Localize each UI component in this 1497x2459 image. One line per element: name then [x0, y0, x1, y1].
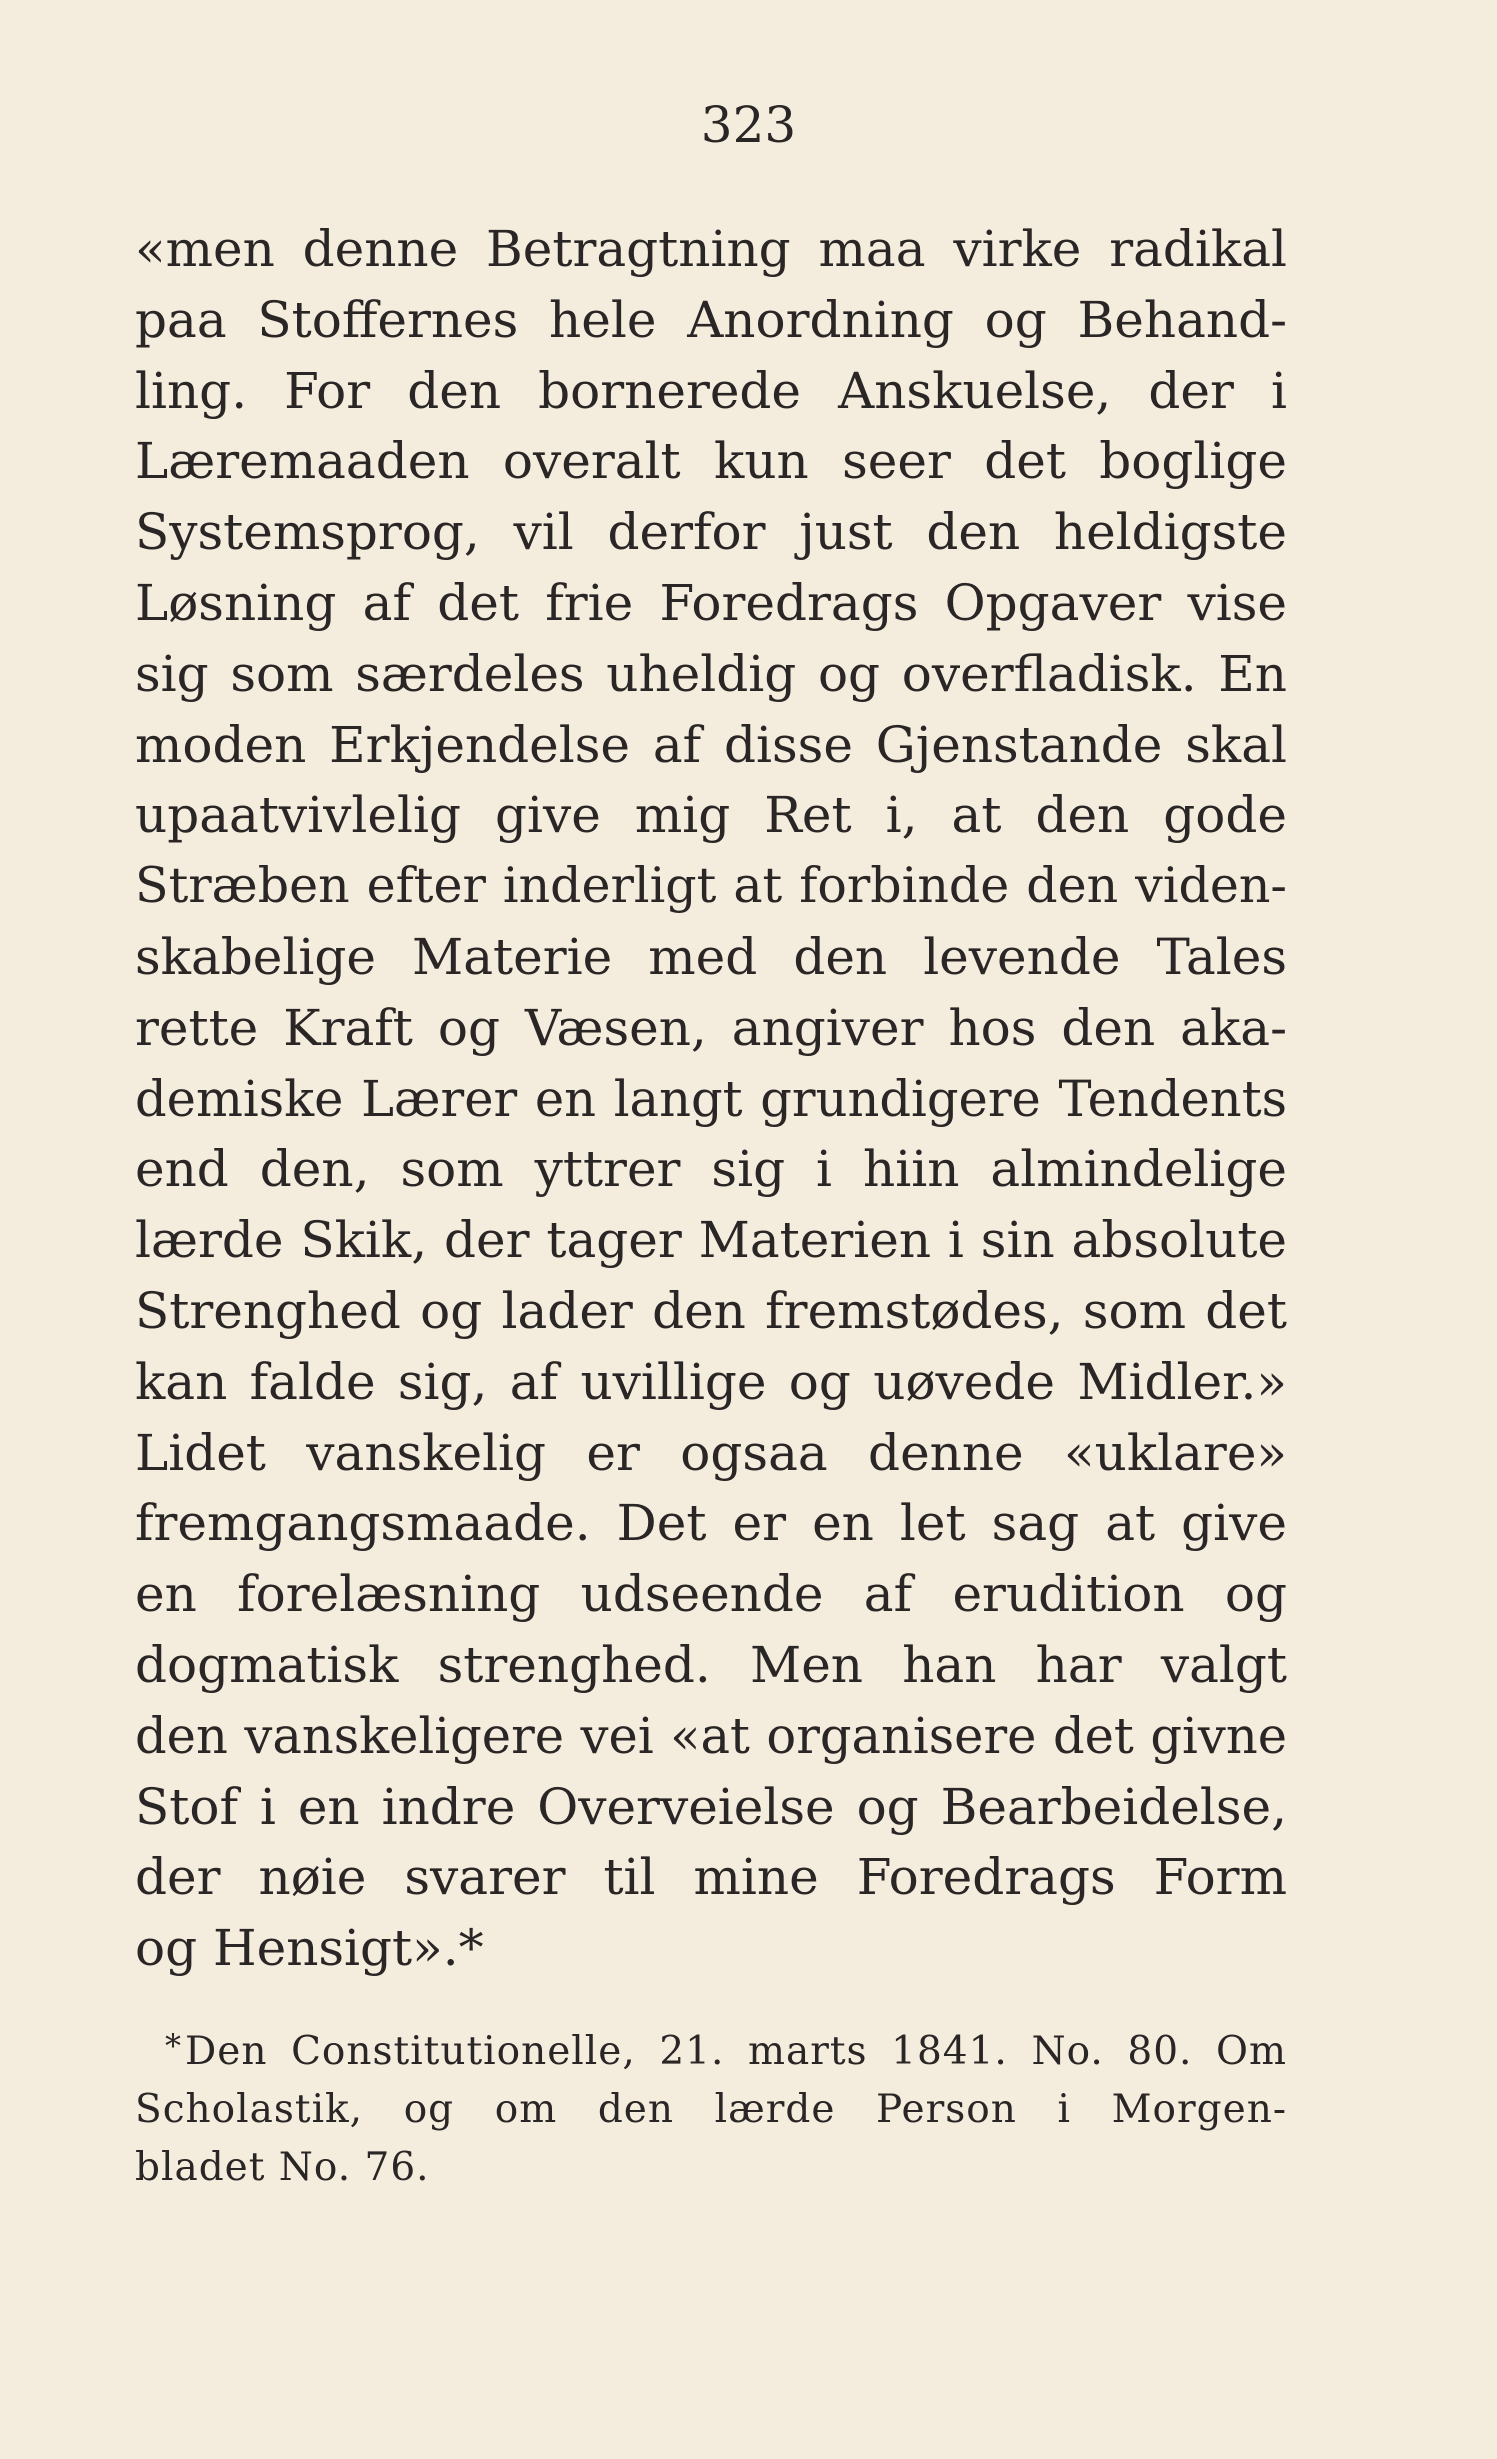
text-line: fremgangsmaade. Det er en let sag at give	[135, 1494, 1287, 1553]
text-line: Strenghed og lader den fremstødes, som det	[135, 1281, 1287, 1340]
footnote-line: bladet No. 76.	[135, 2145, 430, 2190]
text-line: der nøie svarer til mine Foredrags Form	[135, 1848, 1287, 1907]
text-line: Løsning af det frie Foredrags Opgaver vise	[135, 573, 1287, 632]
text-line: rette Kraft og Væsen, angiver hos den aka-	[135, 998, 1287, 1057]
text-line: sig som særdeles uheldig og overfladisk. En	[135, 644, 1287, 703]
text-line: ling. For den bornerede Anskuelse, der i	[135, 361, 1287, 420]
text-line: «men denne Betragtning maa virke radikal	[135, 220, 1287, 278]
text-line: Stræben efter inderligt at forbinde den viden-	[135, 857, 1287, 915]
text-line: demiske Lærer en langt grundigere Tendents	[135, 1069, 1287, 1128]
text-line: upaatvivlelig give mig Ret i, at den gode	[135, 786, 1287, 845]
text-line: og Hensigt».*	[135, 1919, 484, 1978]
footnote-marker: *	[165, 2027, 182, 2065]
body-text	[135, 214, 1287, 1984]
text-line: en forelæsning udseende af erudition og	[135, 1565, 1287, 1624]
text-line: lærde Skik, der tager Materien i sin absolute	[135, 1211, 1287, 1270]
text-line: Stof i en indre Overveielse og Bearbeidelse,	[135, 1777, 1287, 1836]
footnote	[135, 2023, 1287, 2197]
footnote-line-text: Den Constitutionelle, 21. marts 1841. No. 80. Om	[185, 2029, 1287, 2074]
text-line: Systemsprog, vil derfor just den heldigste	[135, 503, 1287, 562]
text-line: kan falde sig, af uvillige og uøvede Midler.»	[135, 1352, 1287, 1411]
text-line: Læremaaden overalt kun seer det boglige	[135, 432, 1287, 491]
page-number: 323	[700, 96, 797, 154]
text-line: skabelige Materie med den levende Tales	[135, 927, 1287, 986]
text-line: dogmatisk strenghed. Men han har valgt	[135, 1635, 1287, 1694]
footnote-line: Scholastik, og om den lærde Person i Morgen-	[135, 2087, 1287, 2132]
text-line: paa Stoffernes hele Anordning og Behand-	[135, 290, 1287, 349]
text-line: end den, som yttrer sig i hiin almindelige	[135, 1140, 1287, 1199]
text-line: den vanskeligere vei «at organisere det givne	[135, 1706, 1287, 1765]
text-line: Lidet vanskelig er ogsaa denne «uklare»	[135, 1423, 1287, 1482]
text-line: moden Erkjendelse af disse Gjenstande skal	[135, 715, 1287, 774]
footnote-line	[135, 2023, 1287, 2081]
